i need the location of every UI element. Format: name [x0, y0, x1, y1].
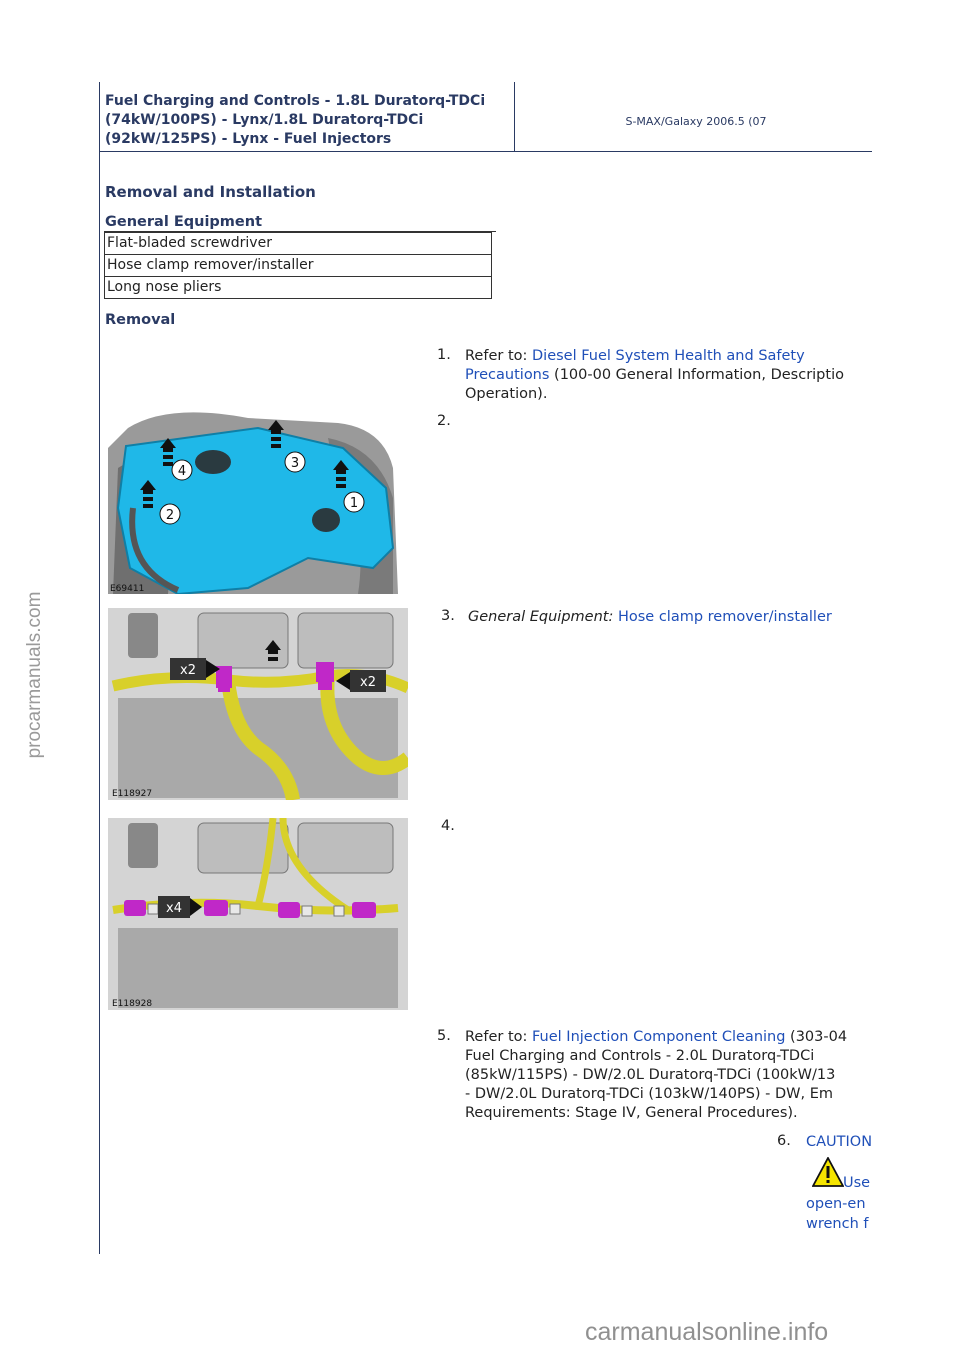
step-number: 5.	[437, 1028, 451, 1044]
caution-text: Use	[843, 1175, 871, 1191]
fuel-hose-clamps-image	[108, 608, 408, 800]
section-title: Removal and Installation	[105, 183, 316, 201]
equipment-item: Long nose pliers	[105, 277, 492, 299]
removal-heading: Removal	[105, 312, 176, 328]
hose-clamp-tool-link[interactable]: Hose clamp remover/installer	[617, 609, 832, 625]
warning-icon	[812, 1157, 844, 1187]
callout-label: 1	[349, 496, 359, 511]
equipment-item: Flat-bladed screwdriver	[105, 233, 492, 255]
header-divider	[514, 82, 515, 152]
callout-label: 2	[165, 508, 175, 523]
injector-return-lines-image	[108, 818, 408, 1010]
table-row	[105, 277, 492, 299]
page-left-rule	[99, 82, 100, 1254]
callout-label: 3	[290, 456, 300, 471]
step-number: 3.	[441, 608, 455, 624]
figure-id: E118928	[112, 999, 153, 1009]
health-safety-link[interactable]: Diesel Fuel System Health and Safety	[532, 348, 805, 364]
equipment-table	[104, 232, 492, 299]
step-3-text: General Equipment: Hose clamp remover/installer	[468, 609, 832, 625]
callout-label: x2	[360, 675, 376, 690]
bottom-watermark: carmanualsonline.info	[585, 1318, 829, 1346]
precautions-link[interactable]: Precautions	[465, 367, 550, 383]
step-number: 1.	[437, 347, 451, 363]
figure-id: E118927	[112, 789, 153, 799]
equipment-item: Hose clamp remover/installer	[105, 255, 492, 277]
step-5-text: Refer to: Fuel Injection Component Cleaning (303-04 Fuel Charging and Controls - 2.0L Duratorq-TDCi (85kW/115PS) - DW/2.0L Duratorq-TDCi (100kW/13 - DW/2.0L Duratorq-TDCi (103kW/140PS) - DW, Em Requirements: Stage IV, General Procedures).	[465, 1029, 848, 1121]
step-1-text: Refer to: Diesel Fuel System Health and Safety Precautions (100-00 General Information, Descriptio Operation).	[465, 348, 844, 402]
document-title: Fuel Charging and Controls - 1.8L Duratorq-TDCi (74kW/100PS) - Lynx/1.8L Duratorq-TDCi (92kW/125PS) - Lynx - Fuel Injectors	[105, 93, 486, 147]
equipment-heading: General Equipment	[105, 214, 263, 230]
step-number: 4.	[441, 818, 455, 834]
step-number: 2.	[437, 413, 451, 429]
caution-heading: CAUTION	[806, 1134, 873, 1150]
vehicle-model-label: S-MAX/Galaxy 2006.5 (07	[625, 115, 767, 128]
callout-label: 4	[177, 464, 187, 479]
table-row	[105, 233, 492, 255]
component-cleaning-link[interactable]: Fuel Injection Component Cleaning	[532, 1029, 786, 1045]
side-watermark: procarmanuals.com	[24, 591, 45, 759]
caution-text: open-en	[806, 1196, 866, 1212]
callout-label: x2	[180, 663, 196, 678]
callout-label: x4	[166, 901, 182, 916]
step-number: 6.	[777, 1133, 791, 1149]
engine-cover-image	[108, 408, 400, 594]
header-rule	[99, 151, 872, 152]
caution-text: wrench f	[806, 1216, 869, 1232]
table-row	[105, 255, 492, 277]
figure-id: E69411	[110, 584, 145, 594]
